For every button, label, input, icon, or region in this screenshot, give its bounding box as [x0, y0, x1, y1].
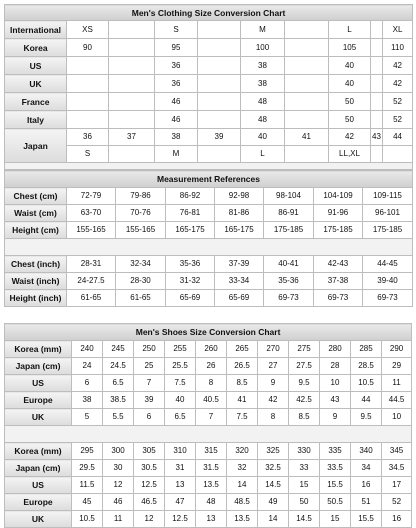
- shoe-size-cell: 330: [289, 443, 320, 460]
- shoe-size-cell: 8.5: [289, 409, 320, 426]
- japan-letter-cell: L: [241, 146, 285, 163]
- measurement-cell: 175-185: [264, 222, 314, 239]
- size-cell: [285, 21, 329, 39]
- shoe-size-cell: 38.5: [103, 392, 134, 409]
- shoe-size-cell: 7: [134, 375, 165, 392]
- size-cell: 42: [383, 57, 413, 75]
- size-cell: [67, 75, 109, 93]
- measurement-cell: 35-36: [264, 273, 314, 290]
- shoe-size-cell: 6: [72, 375, 103, 392]
- size-cell: [371, 57, 383, 75]
- row-label-korea: Korea: [5, 39, 67, 57]
- section-band: [5, 426, 412, 443]
- measurement-cell: 69-73: [264, 290, 314, 307]
- size-cell: M: [241, 21, 285, 39]
- row-label: Japan (cm): [5, 460, 72, 477]
- measurement-cell: 28-31: [67, 256, 116, 273]
- row-label-italy: Italy: [5, 111, 67, 129]
- shoe-size-cell: 15.5: [351, 511, 382, 528]
- shoe-size-cell: 27: [258, 358, 289, 375]
- size-cell: XL: [383, 21, 413, 39]
- japan-letter-cell: M: [155, 146, 198, 163]
- measurement-cell: 63-70: [67, 205, 116, 222]
- row-label-us: US: [5, 57, 67, 75]
- shoe-size-cell: 51: [351, 494, 382, 511]
- japan-letter-cell: [109, 146, 155, 163]
- shoe-size-cell: 295: [72, 443, 103, 460]
- size-cell: 50: [329, 111, 371, 129]
- measurement-cell: 109-115: [363, 188, 413, 205]
- japan-letter-cell: [198, 146, 241, 163]
- size-cell: [198, 75, 241, 93]
- shoe-size-cell: 49: [258, 494, 289, 511]
- measurement-cell: 33-34: [215, 273, 264, 290]
- size-cell: 50: [329, 93, 371, 111]
- table-row: [5, 511, 412, 528]
- clothing-size-table: [4, 4, 413, 170]
- table-row: [5, 409, 412, 426]
- shoe-size-cell: 11.5: [72, 477, 103, 494]
- row-label: Chest (inch): [5, 256, 67, 273]
- shoe-size-cell: 33: [289, 460, 320, 477]
- shoe-size-cell: 12.5: [134, 477, 165, 494]
- table-row: [5, 477, 412, 494]
- measurement-cell: 86-91: [264, 205, 314, 222]
- table-row: [5, 188, 413, 205]
- shoe-size-cell: 15.5: [320, 477, 351, 494]
- shoe-size-cell: 24.5: [103, 358, 134, 375]
- table-row: [5, 460, 412, 477]
- shoe-size-cell: 16: [382, 511, 412, 528]
- size-cell: [198, 57, 241, 75]
- measurement-cell: 76-81: [166, 205, 215, 222]
- size-cell: 36: [155, 57, 198, 75]
- shoe-size-cell: 290: [382, 341, 412, 358]
- shoe-size-cell: 325: [258, 443, 289, 460]
- japan-size-cell: 37: [109, 129, 155, 146]
- size-cell: [371, 93, 383, 111]
- shoe-size-cell: 30.5: [134, 460, 165, 477]
- shoe-size-cell: 11: [103, 511, 134, 528]
- shoe-size-cell: 48.5: [227, 494, 258, 511]
- size-cell: 40: [329, 57, 371, 75]
- measurement-cell: 72-79: [67, 188, 116, 205]
- shoe-size-cell: 6: [134, 409, 165, 426]
- size-cell: 38: [241, 57, 285, 75]
- row-label-international: International: [5, 21, 67, 39]
- measurement-cell: 32-34: [116, 256, 166, 273]
- row-label: Waist (cm): [5, 205, 67, 222]
- shoe-size-cell: 34.5: [382, 460, 412, 477]
- measurement-table: [4, 170, 413, 307]
- shoe-size-cell: 13.5: [227, 511, 258, 528]
- table-row: [5, 494, 412, 511]
- shoe-size-cell: 33.5: [320, 460, 351, 477]
- measurement-cell: 155-165: [116, 222, 166, 239]
- shoe-size-cell: 46.5: [134, 494, 165, 511]
- size-cell: S: [155, 21, 198, 39]
- shoe-size-cell: 46: [103, 494, 134, 511]
- size-cell: [285, 93, 329, 111]
- shoe-size-cell: 320: [227, 443, 258, 460]
- shoe-size-cell: 28.5: [351, 358, 382, 375]
- row-label: Europe: [5, 392, 72, 409]
- row-label: Korea (mm): [5, 341, 72, 358]
- measurement-cell: 61-65: [67, 290, 116, 307]
- size-cell: 48: [241, 93, 285, 111]
- japan-size-cell: 36: [67, 129, 109, 146]
- japan-size-cell: 39: [198, 129, 241, 146]
- japan-letter-cell: [371, 146, 383, 163]
- measurement-cell: 175-185: [363, 222, 413, 239]
- shoe-size-cell: 14: [227, 477, 258, 494]
- measurement-cell: 24-27.5: [67, 273, 116, 290]
- shoe-size-cell: 25.5: [165, 358, 196, 375]
- size-cell: [285, 39, 329, 57]
- japan-size-cell: 41: [285, 129, 329, 146]
- shoe-size-cell: 27.5: [289, 358, 320, 375]
- shoe-size-cell: 245: [103, 341, 134, 358]
- measurement-cell: 98-104: [264, 188, 314, 205]
- shoe-size-cell: 8: [196, 375, 227, 392]
- shoe-size-cell: 14.5: [289, 511, 320, 528]
- shoe-size-cell: 52: [382, 494, 412, 511]
- measurement-cell: 86-92: [166, 188, 215, 205]
- shoe-size-cell: 15: [289, 477, 320, 494]
- japan-size-cell: 40: [241, 129, 285, 146]
- measurement-cell: 61-65: [116, 290, 166, 307]
- measurement-cell: 175-185: [314, 222, 363, 239]
- size-cell: [109, 75, 155, 93]
- shoe-size-cell: 48: [196, 494, 227, 511]
- shoe-size-cell: 34: [351, 460, 382, 477]
- row-label: US: [5, 375, 72, 392]
- shoe-size-cell: 9.5: [289, 375, 320, 392]
- measurement-cell: 155-165: [67, 222, 116, 239]
- size-cell: [371, 111, 383, 129]
- size-cell: L: [329, 21, 371, 39]
- size-cell: 36: [155, 75, 198, 93]
- shoe-size-cell: 50.5: [320, 494, 351, 511]
- size-cell: 46: [155, 111, 198, 129]
- shoe-size-cell: 13: [196, 511, 227, 528]
- measurement-cell: 35-36: [166, 256, 215, 273]
- shoe-size-cell: 31: [165, 460, 196, 477]
- size-cell: 105: [329, 39, 371, 57]
- shoe-size-cell: 275: [289, 341, 320, 358]
- shoe-size-cell: 12.5: [165, 511, 196, 528]
- shoe-size-cell: 12: [134, 511, 165, 528]
- shoe-size-cell: 32: [227, 460, 258, 477]
- size-cell: [109, 93, 155, 111]
- japan-letter-cell: S: [67, 146, 109, 163]
- table-row: [5, 392, 412, 409]
- shoe-size-cell: 9.5: [351, 409, 382, 426]
- size-cell: [109, 21, 155, 39]
- row-label-france: France: [5, 93, 67, 111]
- shoe-size-cell: 47: [165, 494, 196, 511]
- row-label: UK: [5, 409, 72, 426]
- table-row: [5, 443, 412, 460]
- shoe-size-cell: 12: [103, 477, 134, 494]
- table-row: [5, 205, 413, 222]
- clothing-chart-title: Men's Clothing Size Conversion Chart: [5, 5, 413, 21]
- shoe-size-cell: 265: [227, 341, 258, 358]
- shoe-size-cell: 7: [196, 409, 227, 426]
- size-chart-sheet: [4, 4, 412, 528]
- size-cell: [198, 111, 241, 129]
- measurement-title: Measurement References: [5, 171, 413, 188]
- measurement-cell: 96-101: [363, 205, 413, 222]
- shoe-size-cell: 6.5: [165, 409, 196, 426]
- size-cell: 100: [241, 39, 285, 57]
- measurement-cell: 31-32: [166, 273, 215, 290]
- size-cell: [198, 39, 241, 57]
- row-label: Korea (mm): [5, 443, 72, 460]
- shoe-size-cell: 5: [72, 409, 103, 426]
- shoe-size-cell: 240: [72, 341, 103, 358]
- measurement-cell: 165-175: [166, 222, 215, 239]
- shoe-size-cell: 10.5: [72, 511, 103, 528]
- table-row: [5, 375, 412, 392]
- shoe-size-cell: 38: [72, 392, 103, 409]
- table-row: [5, 358, 412, 375]
- shoe-size-cell: 32.5: [258, 460, 289, 477]
- size-cell: [371, 75, 383, 93]
- section-band: [5, 239, 413, 256]
- shoe-size-cell: 7.5: [227, 409, 258, 426]
- size-cell: 48: [241, 111, 285, 129]
- measurement-cell: 42-43: [314, 256, 363, 273]
- japan-size-cell: 38: [155, 129, 198, 146]
- size-cell: [67, 57, 109, 75]
- shoe-size-cell: 9: [320, 409, 351, 426]
- shoe-size-cell: 335: [320, 443, 351, 460]
- measurement-cell: 91-96: [314, 205, 363, 222]
- shoe-size-cell: 255: [165, 341, 196, 358]
- measurement-cell: 79-86: [116, 188, 166, 205]
- size-cell: 38: [241, 75, 285, 93]
- shoe-size-cell: 26: [196, 358, 227, 375]
- row-label: Japan (cm): [5, 358, 72, 375]
- size-cell: 46: [155, 93, 198, 111]
- measurement-cell: 165-175: [215, 222, 264, 239]
- row-label-japan: Japan: [5, 129, 67, 163]
- shoe-size-cell: 285: [351, 341, 382, 358]
- measurement-cell: 37-38: [314, 273, 363, 290]
- shoe-size-cell: 13.5: [196, 477, 227, 494]
- japan-letter-cell: [383, 146, 413, 163]
- shoe-size-cell: 8: [258, 409, 289, 426]
- shoe-size-cell: 280: [320, 341, 351, 358]
- table-row: [5, 222, 413, 239]
- shoe-size-cell: 45: [72, 494, 103, 511]
- measurement-cell: 28-30: [116, 273, 166, 290]
- shoe-chart-title: Men's Shoes Size Conversion Chart: [5, 324, 412, 341]
- shoe-size-cell: 9: [258, 375, 289, 392]
- shoe-size-cell: 29.5: [72, 460, 103, 477]
- shoe-size-cell: 25: [134, 358, 165, 375]
- shoe-size-cell: 11: [382, 375, 412, 392]
- size-cell: 40: [329, 75, 371, 93]
- size-cell: [285, 111, 329, 129]
- shoe-size-cell: 14: [258, 511, 289, 528]
- shoe-size-cell: 345: [382, 443, 412, 460]
- section-band: [5, 163, 413, 170]
- shoe-size-cell: 270: [258, 341, 289, 358]
- row-label: Europe: [5, 494, 72, 511]
- shoe-size-cell: 41: [227, 392, 258, 409]
- japan-size-cell: 44: [383, 129, 413, 146]
- shoe-size-cell: 315: [196, 443, 227, 460]
- shoe-size-cell: 260: [196, 341, 227, 358]
- shoe-size-table: [4, 323, 412, 528]
- size-cell: [109, 57, 155, 75]
- table-row: [5, 290, 413, 307]
- japan-letter-cell: LL,XL: [329, 146, 371, 163]
- row-label: US: [5, 477, 72, 494]
- shoe-size-cell: 10: [382, 409, 412, 426]
- shoe-size-cell: 15: [320, 511, 351, 528]
- shoe-size-cell: 28: [320, 358, 351, 375]
- measurement-cell: 37-39: [215, 256, 264, 273]
- japan-size-cell: 43: [371, 129, 383, 146]
- size-cell: [198, 93, 241, 111]
- size-cell: [67, 111, 109, 129]
- shoe-size-cell: 14.5: [258, 477, 289, 494]
- measurement-cell: 92-98: [215, 188, 264, 205]
- shoe-size-cell: 40: [165, 392, 196, 409]
- shoe-size-cell: 42: [258, 392, 289, 409]
- spacer: [4, 307, 412, 323]
- shoe-size-cell: 31.5: [196, 460, 227, 477]
- shoe-size-cell: 39: [134, 392, 165, 409]
- shoe-size-cell: 29: [382, 358, 412, 375]
- shoe-size-cell: 5.5: [103, 409, 134, 426]
- shoe-size-cell: 310: [165, 443, 196, 460]
- measurement-cell: 65-69: [166, 290, 215, 307]
- measurement-cell: 104-109: [314, 188, 363, 205]
- shoe-size-cell: 16: [351, 477, 382, 494]
- shoe-size-cell: 340: [351, 443, 382, 460]
- measurement-cell: 69-73: [314, 290, 363, 307]
- size-cell: 90: [67, 39, 109, 57]
- size-cell: 95: [155, 39, 198, 57]
- japan-size-cell: 42: [329, 129, 371, 146]
- shoe-size-cell: 13: [165, 477, 196, 494]
- shoe-size-cell: 50: [289, 494, 320, 511]
- size-cell: 52: [383, 111, 413, 129]
- size-cell: 110: [383, 39, 413, 57]
- shoe-size-cell: 26.5: [227, 358, 258, 375]
- row-label: Waist (inch): [5, 273, 67, 290]
- row-label: Height (cm): [5, 222, 67, 239]
- shoe-size-cell: 44.5: [382, 392, 412, 409]
- shoe-size-cell: 250: [134, 341, 165, 358]
- row-label: Chest (cm): [5, 188, 67, 205]
- shoe-size-cell: 8.5: [227, 375, 258, 392]
- japan-letter-cell: [285, 146, 329, 163]
- shoe-size-cell: 42.5: [289, 392, 320, 409]
- shoe-size-cell: 10.5: [351, 375, 382, 392]
- row-label-uk: UK: [5, 75, 67, 93]
- size-cell: 42: [383, 75, 413, 93]
- measurement-cell: 44-45: [363, 256, 413, 273]
- measurement-cell: 65-69: [215, 290, 264, 307]
- measurement-cell: 81-86: [215, 205, 264, 222]
- size-cell: [371, 21, 383, 39]
- shoe-size-cell: 44: [351, 392, 382, 409]
- size-cell: [198, 21, 241, 39]
- row-label: UK: [5, 511, 72, 528]
- size-cell: [109, 39, 155, 57]
- measurement-cell: 39-40: [363, 273, 413, 290]
- size-cell: 52: [383, 93, 413, 111]
- table-row: [5, 341, 412, 358]
- measurement-cell: 70-76: [116, 205, 166, 222]
- row-label: Height (inch): [5, 290, 67, 307]
- measurement-cell: 69-73: [363, 290, 413, 307]
- shoe-size-cell: 10: [320, 375, 351, 392]
- shoe-size-cell: 43: [320, 392, 351, 409]
- size-cell: [285, 75, 329, 93]
- table-row: [5, 273, 413, 290]
- shoe-size-cell: 7.5: [165, 375, 196, 392]
- table-row: [5, 256, 413, 273]
- size-cell: [109, 111, 155, 129]
- shoe-size-cell: 6.5: [103, 375, 134, 392]
- shoe-size-cell: 24: [72, 358, 103, 375]
- size-cell: XS: [67, 21, 109, 39]
- shoe-size-cell: 305: [134, 443, 165, 460]
- size-cell: [285, 57, 329, 75]
- shoe-size-cell: 300: [103, 443, 134, 460]
- size-cell: [371, 39, 383, 57]
- shoe-size-cell: 17: [382, 477, 412, 494]
- size-cell: [67, 93, 109, 111]
- shoe-size-cell: 40.5: [196, 392, 227, 409]
- shoe-size-cell: 30: [103, 460, 134, 477]
- measurement-cell: 40-41: [264, 256, 314, 273]
